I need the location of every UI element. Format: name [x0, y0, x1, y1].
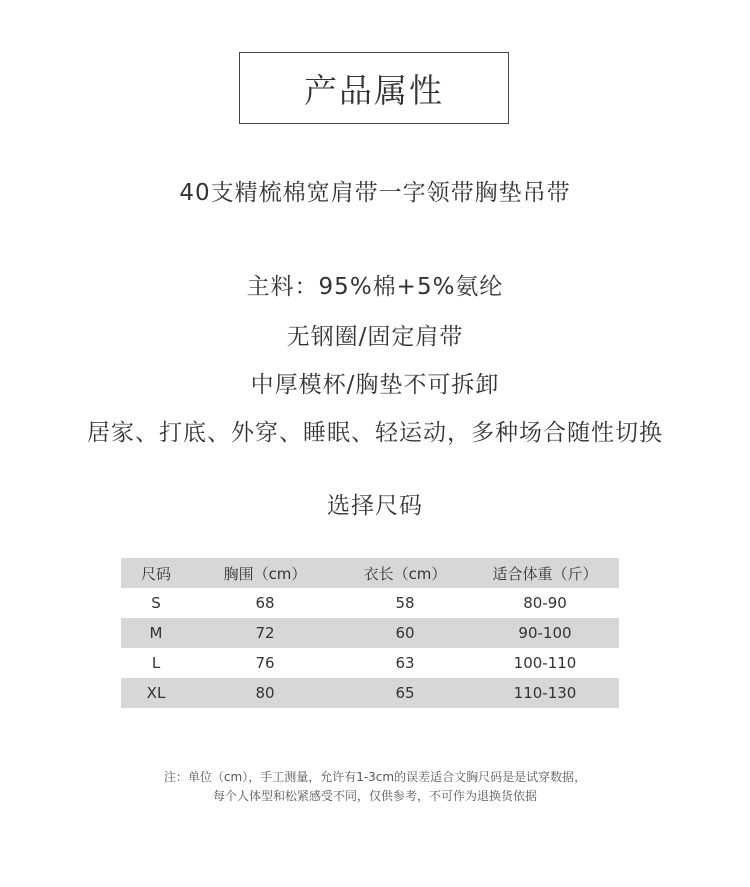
cell-size: XL: [146, 684, 166, 702]
table-row: [121, 678, 619, 708]
cell-size: S: [151, 594, 161, 612]
cell-weight: 80-90: [523, 594, 567, 612]
cell-length: 63: [395, 654, 415, 672]
size-heading: 选择尺码: [327, 493, 423, 519]
cell-bust: 68: [255, 594, 275, 612]
section-title-text: 产品属性: [304, 70, 444, 110]
cell-length: 60: [395, 624, 415, 642]
attribute-material: 主料：95%棉+5%氨纶: [246, 274, 504, 300]
size-note: [0, 768, 750, 806]
header-size: 尺码: [121, 558, 191, 588]
table-row: [121, 588, 619, 618]
cell-bust: 76: [255, 654, 275, 672]
section-title: [239, 52, 509, 124]
size-table-header-row: [121, 558, 619, 588]
table-row: [121, 648, 619, 678]
size-note-line-2: 每个人体型和松紧感受不同，仅供参考，不可作为退换货依据: [212, 789, 537, 803]
cell-bust: 72: [255, 624, 275, 642]
cell-bust: 80: [255, 684, 275, 702]
table-row: [121, 618, 619, 648]
cell-weight: 110-130: [513, 684, 577, 702]
size-table: [121, 558, 619, 708]
cell-size: L: [151, 654, 161, 672]
cell-length: 58: [395, 594, 415, 612]
product-name: 40支精梳棉宽肩带一字领带胸垫吊带: [179, 180, 571, 206]
header-bust: 胸围（cm）: [191, 558, 339, 588]
attribute-wire: 无钢圈/固定肩带: [286, 324, 464, 350]
size-note-line-1: 注：单位（cm），手工测量，允许有1-3cm的误差适合文胸尺码是是试穿数据，: [163, 770, 587, 784]
attribute-pad: 中厚模杯/胸垫不可拆卸: [250, 372, 500, 398]
cell-length: 65: [395, 684, 415, 702]
cell-weight: 100-110: [513, 654, 577, 672]
header-weight: 适合体重（斤）: [471, 558, 619, 588]
header-length: 衣长（cm）: [339, 558, 471, 588]
cell-weight: 90-100: [518, 624, 572, 642]
cell-size: M: [149, 624, 163, 642]
attribute-occasion: 居家、打底、外穿、睡眠、轻运动，多种场合随性切换: [87, 420, 663, 446]
